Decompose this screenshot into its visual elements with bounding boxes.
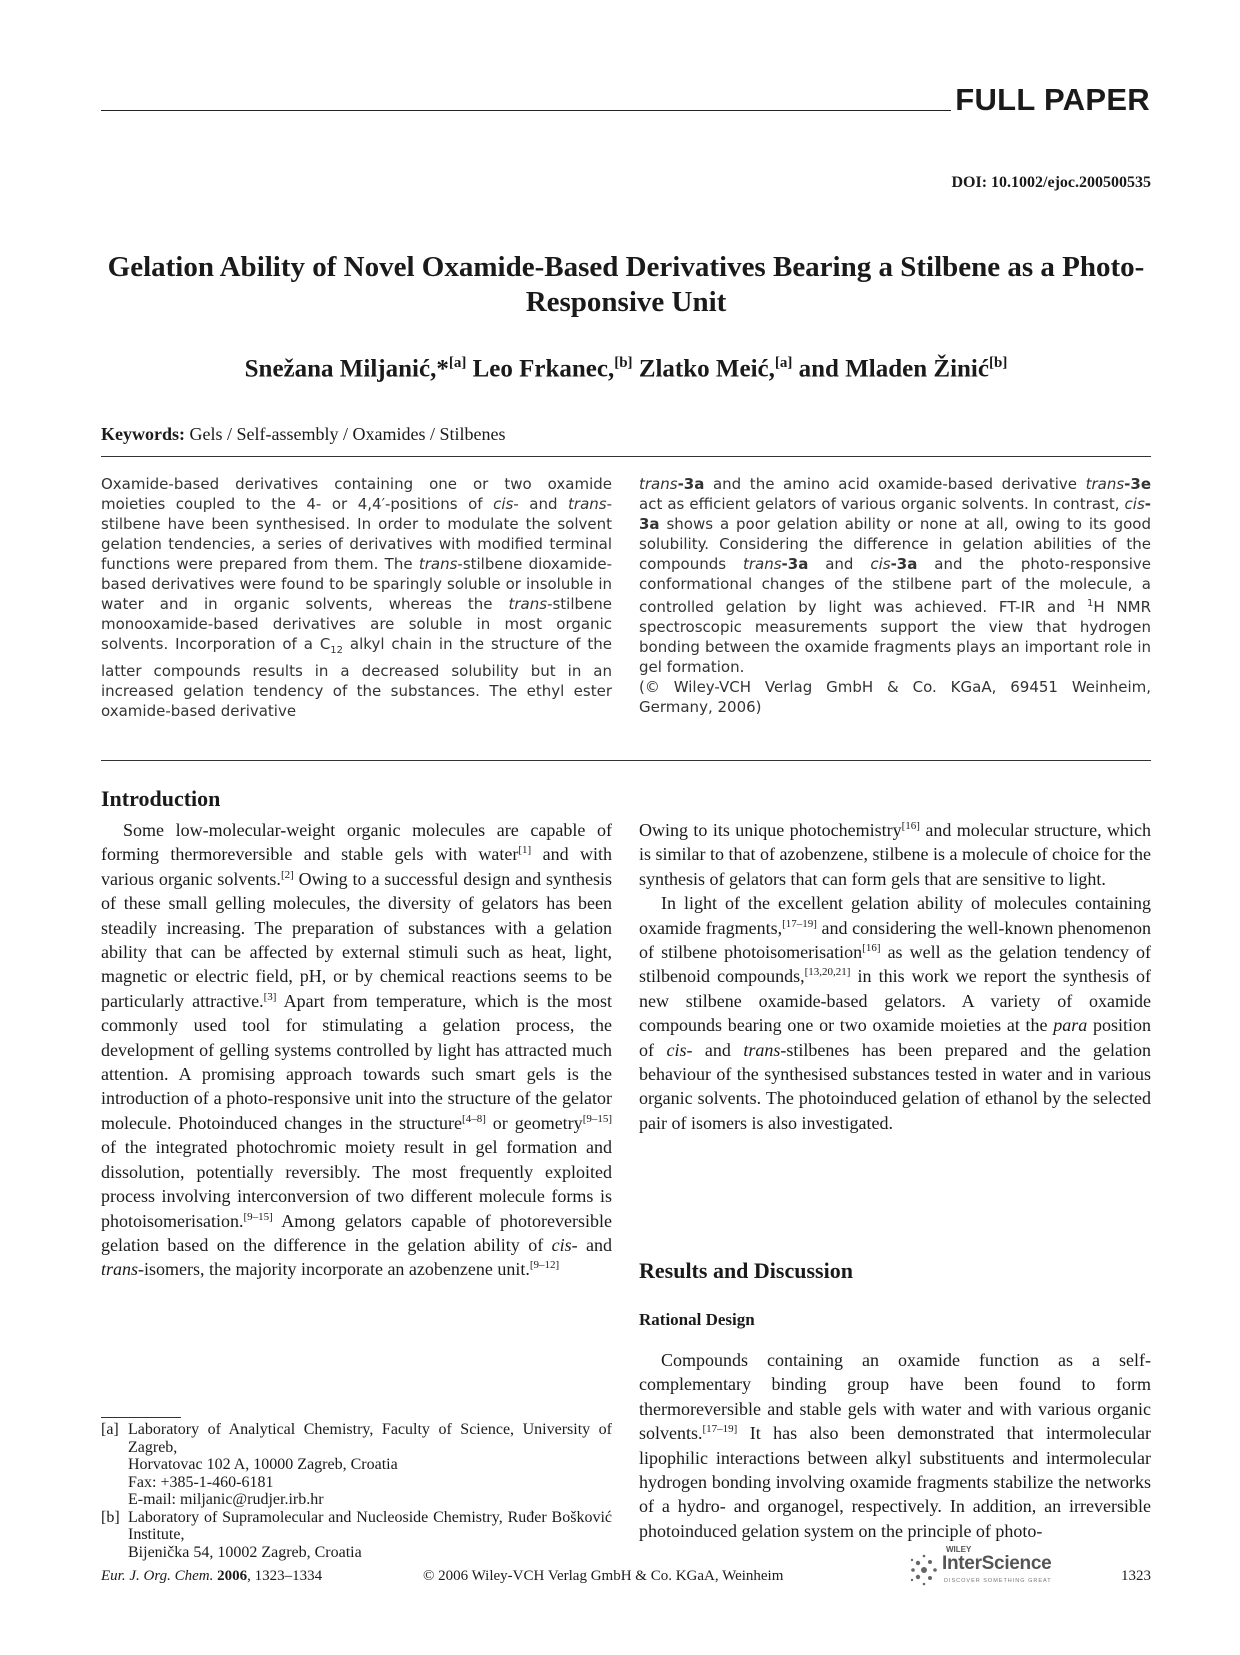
paper-title: Gelation Ability of Novel Oxamide-Based Derivatives Bearing a Stilbene as a Photo-Responsive Unit [107,251,1145,318]
introduction-heading: Introduction [101,786,221,811]
author-name: Snežana Miljanić,* [244,355,449,383]
citation: [3] [263,990,277,1003]
citation: [17–19] [782,917,817,930]
citation: [4–8] [462,1112,486,1125]
author-name: and Mladen Žinić [798,355,989,383]
author-list [101,355,1151,383]
citation: [16] [901,820,920,832]
citation: [16] [862,942,881,955]
author-name: Leo Frkanec, [472,355,615,383]
section-label: FULL PAPER [955,82,1150,117]
footnote-b: [b] Laboratory of Supramolecular and Nucleoside Chemistry, Ruđer Bošković Institute, Bijenička 54, 10002 Zagreb, Croatia [101,1508,612,1561]
page-number: 1323 [1121,1568,1151,1584]
results-heading: Results and Discussion [639,1258,853,1283]
citation: [1] [518,844,532,857]
citation: [13,20,21] [804,966,851,979]
keywords-value: Gels / Self-assembly / Oxamides / Stilbenes [189,424,506,444]
author-affiliation: [b] [988,355,1008,371]
logo-wiley-text: WILEY [946,1545,972,1554]
abstract-left-column: Oxamide-based derivatives containing one or two oxamide moieties coupled to the 4- or 4,4′-positions of cis- and trans-stilbene have been synthesised. In order to modulate the solvent gelation tendencies, a series of derivatives with modified terminal functions were prepared from them. The trans-stilbene dioxamide-based derivatives were found to be sparingly soluble or insoluble in water and in organic solvents, whereas the trans-stilbene monooxamide-based derivatives are soluble in most organic solvents. Incorporation of a $C_{12}$ alkyl chain in the structure of the latter compounds results in a decreased solubility but in an increased gelation tendency of the substances. The ethyl ester oxamide-based derivative [101,475,612,720]
abstract-top-rule [101,456,1151,457]
citation: [9–12] [529,1259,560,1272]
affiliation-footnotes [101,1421,612,1561]
author-affiliation: [b] [614,355,633,371]
author-name: Zlatko Meić, [638,355,775,383]
citation: [17–19] [702,1423,738,1436]
introduction-continued-text: Owing to its unique photochemistry[16] and molecular structure, which is similar to that of azobenzene, stilbene is a molecule of choice for the synthesis of gelators that can form gels that are sensitive to light. In light of the excellent gelation ability of molecules containing oxamide fragments,[17–19] and considering the well-known phenomenon of stilbene photoisomerisation[16] as well as the gelation tendency of stilbenoid compounds,[13,20,21] in this work we report the synthesis of new stilbene oxamide-based gelators. A variety of oxamide compounds bearing one or two oxamide moieties at the para position of cis- and trans-stilbenes has been prepared and the gelation behaviour of the synthesised substances tested in water and in various organic solvents. The photoinduced gelation of ethanol by the selected pair of isomers is also investigated. [639,820,1152,1133]
citation: [9–15] [243,1210,273,1223]
doi: DOI: 10.1002/ejoc.200500535 [951,174,1151,191]
logo-interscience-text: InterScience [942,1553,1052,1574]
keywords-label: Keywords: [101,424,185,444]
author-affiliation: [a] [774,355,793,371]
header-rule [101,110,951,111]
journal-citation: Eur. J. Org. Chem. 2006, 1323–1334 [101,1568,323,1584]
footnote-a: [a] Laboratory of Analytical Chemistry, Faculty of Science, University of Zagreb, Horvatovac 102 A, 10000 Zagreb, Croatia Fax: +385-1-460-6181 E-mail: miljanic@rudjer.irb.hr [101,1421,612,1508]
footnote-rule [101,1417,181,1418]
keywords [101,424,505,445]
logo-tagline: DISCOVER SOMETHING GREAT [944,1578,1052,1584]
citation: [2] [280,868,294,881]
introduction-text: Some low-molecular-weight organic molecules are capable of forming thermoreversible and stable gels with water[1] and with various organic solvents.[2] Owing to a successful design and synthesis of these small gelling molecules, the diversity of gelators has been steadily increasing. The preparation of substances with a gelation ability that can be affected by external stimuli such as heat, light, magnetic or electric field, pH, or by chemical reactions seems to be particularly attractive.[3] Apart from temperature, which is the most commonly used tool for stimulating a gelation process, the development of gelling systems controlled by light has attracted much attention. A promising approach towards such smart gels is the introduction of a photo-responsive unit into the structure of the gelator molecule. Photoinduced changes in the structure[4–8] or geometry[9–15] of the integrated photochromic moiety result in gel formation and dissolution, potentially reversibly. The most frequently exploited process involving interconversion of two different molecule forms is photoisomerisation.[9–15] Among gelators capable of photoreversible gelation based on the difference in the gelation ability of cis- and trans-isomers, the majority incorporate an azobenzene unit.[9–12] [101,820,613,1280]
author-affiliation: [a] [448,355,467,371]
abstract-right-column: trans-3a and the amino acid oxamide-based derivative trans-3e act as efficient gelators of various organic solvents. In contrast, cis-3a shows a poor gelation ability or none at all, owing to its good solubility. Considering the difference in gelation abilities of the compounds trans-3a and cis-3a and the photo-responsive conformational changes of the stilbene part of the molecule, a controlled gelation by light was achieved. FT-IR and $^1$H NMR spectroscopic measurements support the view that hydrogen bonding between the oxamide fragments plays an important role in gel formation. (© Wiley-VCH Verlag GmbH & Co. KGaA, 69451 Weinheim, Germany, 2006) [639,475,1152,716]
rational-design-text: Compounds containing an oxamide function as a self-complementary binding group have been found to form thermoreversible and stable gels with water and with various organic solvents.[17–19] It has also been demonstrated that intermolecular lipophilic interactions between alkyl substituents and intermolecular hydrogen bonding involving oxamide fragments stabilize the networks of a hydro- and organogel, respectively. In addition, an irreversible photoinduced gelation system on the principle of photo- [639,1350,1151,1541]
footer-copyright: © 2006 Wiley-VCH Verlag GmbH & Co. KGaA, Weinheim [423,1568,784,1584]
abstract-bottom-rule [101,760,1151,761]
rational-design-subheading: Rational Design [639,1310,755,1329]
citation: [9–15] [582,1112,613,1125]
email-link[interactable]: E-mail: miljanic@rudjer.irb.hr [128,1491,324,1508]
abstract-copyright: (© Wiley-VCH Verlag GmbH & Co. KGaA, 69451 Weinheim, Germany, 2006) [639,678,1151,716]
